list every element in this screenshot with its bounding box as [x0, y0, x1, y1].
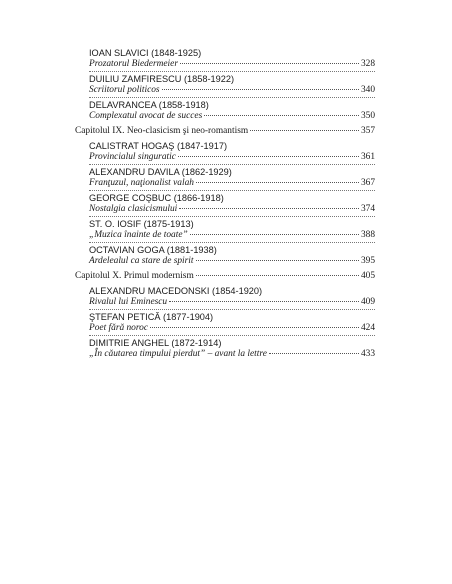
toc-chapter-page: 405	[360, 271, 375, 281]
toc-leader	[150, 326, 359, 328]
toc-leader	[162, 88, 359, 90]
toc-entry-page: 361	[360, 152, 375, 162]
toc-entry-title: Nostalgia clasicismului	[89, 204, 178, 214]
toc-entry-page: 328	[360, 59, 375, 69]
toc-author: IOAN SLAVICI (1848-1925)	[89, 48, 202, 58]
toc-entry	[89, 348, 375, 360]
toc-author: DIMITRIE ANGHEL (1872-1914)	[89, 338, 222, 348]
toc-leader	[190, 233, 359, 235]
toc-leader	[269, 352, 359, 354]
toc-leader	[196, 181, 359, 183]
toc-author: DELAVRANCEA (1858-1918)	[89, 100, 209, 110]
toc-entry	[89, 203, 375, 215]
toc-entry-title: Provincialul singuratic	[89, 152, 176, 162]
toc-entry-title: Scriitorul politicos	[89, 85, 160, 95]
toc-entry	[89, 322, 375, 334]
toc-divider	[89, 242, 375, 243]
toc-leader	[178, 155, 359, 157]
toc-entry-title: Poet fără noroc	[89, 323, 149, 333]
toc-leader	[169, 300, 359, 302]
toc-entry-title: „Muzica înainte de toate”	[89, 230, 188, 240]
toc-entry-page: 367	[360, 178, 375, 188]
toc-entry-page: 350	[360, 111, 375, 121]
toc-author: OCTAVIAN GOGA (1881-1938)	[89, 245, 217, 255]
toc-entry-title: Ardelealul ca stare de spirit	[89, 256, 194, 266]
toc-entry	[89, 255, 375, 267]
toc-author: GEORGE COŞBUC (1866-1918)	[89, 193, 224, 203]
toc-leader	[196, 274, 359, 276]
toc-author: CALISTRAT HOGAŞ (1847-1917)	[89, 141, 228, 151]
toc-entry	[89, 296, 375, 308]
toc-divider	[89, 216, 375, 217]
toc-entry-title: Franţuzul, naţionalist valah	[89, 178, 194, 188]
toc-author: ŞTEFAN PETICĂ (1877-1904)	[89, 312, 214, 322]
toc-entry-title: „În căutarea timpului pierdut” – avant la lettre	[89, 349, 267, 359]
toc-entry-title: Prozatorul Biedermeier	[89, 59, 178, 69]
toc-entry	[89, 229, 375, 241]
toc-author: DUILIU ZAMFIRESCU (1858-1922)	[89, 74, 234, 84]
toc-divider	[89, 335, 375, 336]
toc-divider	[89, 97, 375, 98]
toc-entry	[89, 110, 375, 122]
toc-entry-page: 409	[360, 297, 375, 307]
toc-entry-page: 424	[360, 323, 375, 333]
toc-entry-page: 340	[360, 85, 375, 95]
toc-entry-page: 395	[360, 256, 375, 266]
toc-divider	[89, 190, 375, 191]
toc-entry-page: 433	[360, 349, 375, 359]
toc-entry-page: 374	[360, 204, 375, 214]
toc-author: ALEXANDRU DAVILA (1862-1929)	[89, 167, 232, 177]
toc-author: ST. O. IOSIF (1875-1913)	[89, 219, 194, 229]
toc-entry	[89, 151, 375, 163]
toc-chapter	[75, 125, 375, 137]
toc-leader	[196, 259, 359, 261]
toc-entry	[89, 177, 375, 189]
toc-entry-page: 388	[360, 230, 375, 240]
toc-leader	[180, 62, 359, 64]
toc-divider	[89, 164, 375, 165]
toc-leader	[250, 129, 359, 131]
toc-entry	[89, 58, 375, 70]
toc-chapter-title: Capitolul IX. Neo-clasicism şi neo-romantism	[75, 126, 249, 136]
toc-divider	[89, 71, 375, 72]
toc-entry-title: Complexatul avocat de succes	[89, 111, 203, 121]
toc-divider	[89, 309, 375, 310]
toc-chapter	[75, 270, 375, 282]
toc-chapter-page: 357	[360, 126, 375, 136]
toc-leader	[179, 207, 359, 209]
toc-entry	[89, 84, 375, 96]
toc-leader	[204, 114, 359, 116]
toc-entry-title: Rivalul lui Eminescu	[89, 297, 168, 307]
toc-chapter-title: Capitolul X. Primul modernism	[75, 271, 194, 281]
toc-author: ALEXANDRU MACEDONSKI (1854-1920)	[89, 286, 263, 296]
